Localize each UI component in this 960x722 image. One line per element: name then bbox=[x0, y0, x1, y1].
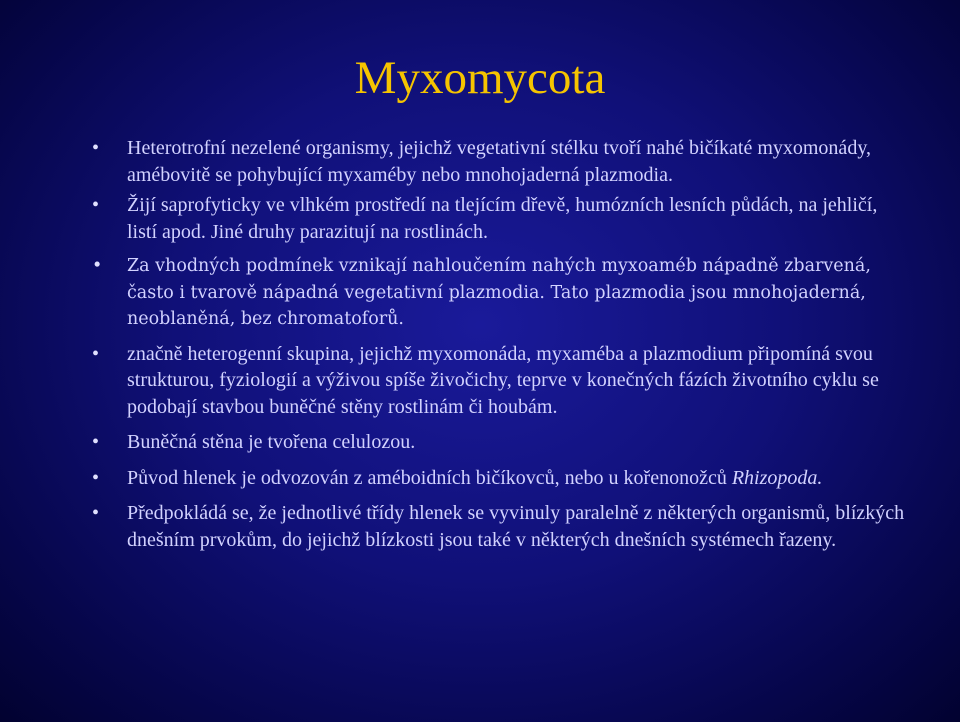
bullet-dot-icon: • bbox=[92, 342, 100, 365]
bullet-text: Původ hlenek je odvozován z améboidních bičíkovců, nebo u kořenonožců bbox=[127, 466, 727, 489]
bullet-dot-icon: • bbox=[92, 466, 100, 489]
bullet-dot-icon: • bbox=[92, 194, 100, 216]
slide-title: Myxomycota bbox=[354, 52, 606, 104]
bullet-dot-icon: • bbox=[92, 502, 100, 524]
bullet-text: Žijí saprofyticky ve vlhkém prostředí na tlejícím dřevě, humózních lesních půdách, na jehličí, listí apod. Jiné druhy parazitují na rostlinách. bbox=[127, 194, 878, 243]
bullet-dot-icon: • bbox=[92, 431, 100, 453]
bullet-item bbox=[92, 429, 912, 456]
bullet-dot-icon: • bbox=[92, 256, 103, 276]
bullet-text: Buněčná stěna je tvořena celulozou. bbox=[127, 431, 416, 453]
bullet-dot-icon: • bbox=[92, 137, 100, 159]
bullet-item bbox=[92, 192, 912, 245]
bullet-text: Za vhodných podmínek vznikají nahloučením nahých myxoaméb nápadně zbarvená, často i tvarově nápadná vegetativní plazmodia. Tato plazmodia jsou mnohojaderná, neoblaněná, bez chromatoforů. bbox=[127, 256, 871, 329]
bullet-text: Předpokládá se, že jednotlivé třídy hlenek se vyvinuly paralelně z některých organismů, blízkých dnešním prvokům, do jejichž blízkosti jsou také v některých dnešních systémech řazeny. bbox=[127, 502, 905, 551]
bullet-text: Heterotrofní nezelené organismy, jejichž vegetativní stélku tvoří nahé bičíkaté myxomonády, amébovitě se pohybující myxaméby nebo mnohojaderná plazmodia. bbox=[127, 137, 872, 186]
bullet-text: značně heterogenní skupina, jejichž myxomonáda, myxaméba a plazmodium připomíná svou strukturou, fyziologií a výživou spíše živočichy, teprve v konečných fázích životního cyklu se podobají stavbou buněčné stěny rostlinám či houbám. bbox=[127, 342, 879, 418]
bullet-item bbox=[92, 135, 912, 188]
bullet-item bbox=[92, 341, 912, 421]
bullet-item bbox=[92, 253, 912, 333]
bullet-item bbox=[92, 500, 912, 553]
bullet-text-italic: Rhizopoda. bbox=[731, 466, 823, 489]
bullet-item bbox=[92, 465, 912, 492]
bullet-list bbox=[92, 135, 912, 553]
